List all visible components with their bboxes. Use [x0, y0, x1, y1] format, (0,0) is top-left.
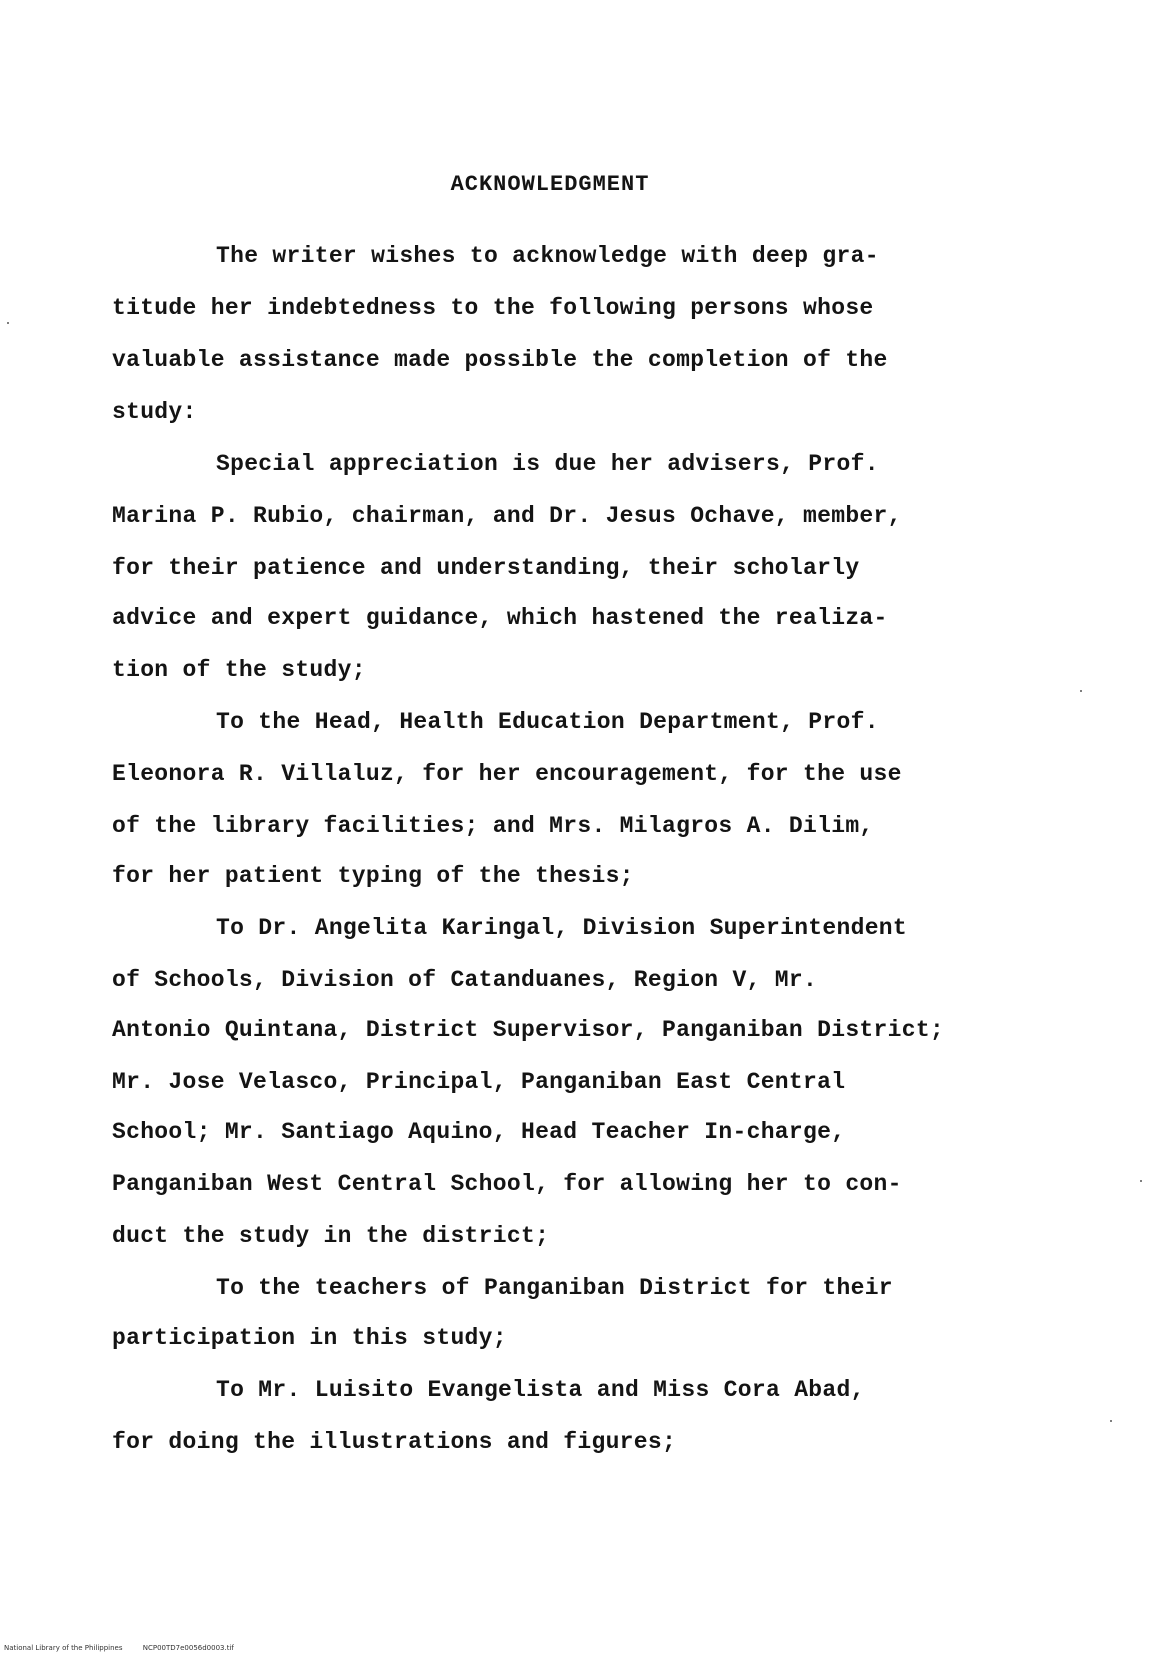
scan-speck: [1080, 690, 1082, 692]
body-line: duct the study in the district;: [112, 1223, 550, 1249]
body-line: Marina P. Rubio, chairman, and Dr. Jesus Ochave, member,: [112, 503, 902, 529]
body-line: of Schools, Division of Catanduanes, Region V, Mr.: [112, 967, 818, 993]
library-credit: National Library of the Philippines: [4, 1644, 123, 1652]
body-line: School; Mr. Santiago Aquino, Head Teacher In-charge,: [112, 1119, 846, 1145]
body-line: The writer wishes to acknowledge with deep gra-: [216, 243, 879, 269]
body-line: for doing the illustrations and figures;: [112, 1429, 677, 1455]
body-line: To the teachers of Panganiban District for their: [216, 1275, 893, 1301]
body-line: of the library facilities; and Mrs. Milagros A. Dilim,: [112, 813, 874, 839]
scan-speck: [7, 322, 9, 324]
body-line: study:: [112, 399, 197, 425]
file-id: NCP00TD7e0056d0003.tif: [142, 1644, 234, 1652]
body-line: Antonio Quintana, District Supervisor, Panganiban District;: [112, 1017, 945, 1043]
body-line: valuable assistance made possible the completion of the: [112, 347, 888, 373]
scan-speck: [1110, 1420, 1112, 1422]
scan-footer: [4, 1644, 252, 1652]
body-line: Panganiban West Central School, for allowing her to con-: [112, 1171, 902, 1197]
body-line: titude her indebtedness to the following persons whose: [112, 295, 874, 321]
body-line: To Mr. Luisito Evangelista and Miss Cora Abad,: [216, 1377, 865, 1403]
body-line: Eleonora R. Villaluz, for her encouragement, for the use: [112, 761, 902, 787]
body-line: advice and expert guidance, which hastened the realiza-: [112, 605, 888, 631]
body-line: To the Head, Health Education Department, Prof.: [216, 709, 879, 735]
page-title: ACKNOWLEDGMENT: [450, 172, 650, 197]
body-line: tion of the study;: [112, 657, 366, 683]
body-line: for her patient typing of the thesis;: [112, 863, 634, 889]
body-line: To Dr. Angelita Karingal, Division Superintendent: [216, 915, 908, 941]
body-line: Mr. Jose Velasco, Principal, Panganiban East Central: [112, 1069, 846, 1095]
body-line: participation in this study;: [112, 1325, 507, 1351]
body-line: Special appreciation is due her advisers, Prof.: [216, 451, 879, 477]
scan-speck: [1140, 1180, 1142, 1182]
body-line: for their patience and understanding, their scholarly: [112, 555, 860, 581]
